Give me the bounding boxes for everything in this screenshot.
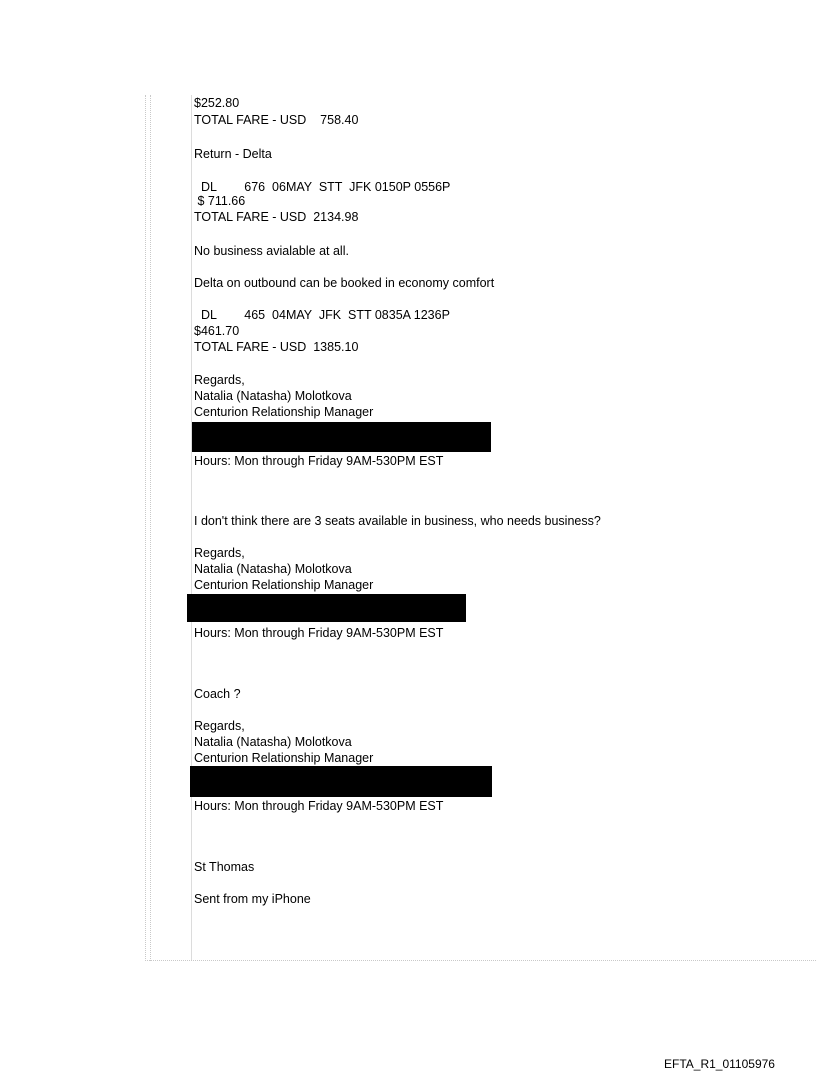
signature-1-hours: Hours: Mon through Friday 9AM-530PM EST (194, 454, 444, 468)
fare-total-1: TOTAL FARE - USD 758.40 (194, 113, 359, 127)
no-business-note: No business avialable at all. (194, 244, 349, 258)
signature-1-title: Centurion Relationship Manager (194, 405, 374, 419)
signature-1-regards: Regards, (194, 373, 245, 387)
redaction-box-3 (190, 766, 492, 797)
quote-frame-inner-border (191, 95, 192, 961)
flight-return-line: DL 676 06MAY STT JFK 0150P 0556P (194, 180, 451, 194)
message-business-seats: I don't think there are 3 seats available in business, who needs business? (194, 514, 601, 528)
signature-1-name: Natalia (Natasha) Molotkova (194, 389, 352, 403)
message-st-thomas: St Thomas (194, 860, 255, 874)
fare-total-3: TOTAL FARE - USD 1385.10 (194, 340, 359, 354)
quote-frame-bottom-border (145, 960, 816, 961)
quote-frame-outer-border (145, 95, 151, 961)
fare-total-2: TOTAL FARE - USD 2134.98 (194, 210, 359, 224)
fare-price-2: $ 711.66 (194, 194, 246, 208)
signature-3-hours: Hours: Mon through Friday 9AM-530PM EST (194, 799, 444, 813)
redaction-box-1 (192, 422, 491, 452)
signature-2-hours: Hours: Mon through Friday 9AM-530PM EST (194, 626, 444, 640)
sent-from-iphone: Sent from my iPhone (194, 892, 311, 906)
signature-3-regards: Regards, (194, 719, 245, 733)
return-label: Return - Delta (194, 147, 272, 161)
signature-3-name: Natalia (Natasha) Molotkova (194, 735, 352, 749)
fare-price-1: $252.80 (194, 96, 240, 110)
signature-2-title: Centurion Relationship Manager (194, 578, 374, 592)
document-id-footer: EFTA_R1_01105976 (664, 1057, 775, 1071)
economy-comfort-note: Delta on outbound can be booked in economy comfort (194, 276, 495, 290)
signature-2-regards: Regards, (194, 546, 245, 560)
fare-price-3: $461.70 (194, 324, 240, 338)
message-coach: Coach ? (194, 687, 241, 701)
signature-2-name: Natalia (Natasha) Molotkova (194, 562, 352, 576)
redaction-box-2 (187, 594, 466, 622)
flight-outbound-line: DL 465 04MAY JFK STT 0835A 1236P (194, 308, 450, 322)
signature-3-title: Centurion Relationship Manager (194, 751, 374, 765)
